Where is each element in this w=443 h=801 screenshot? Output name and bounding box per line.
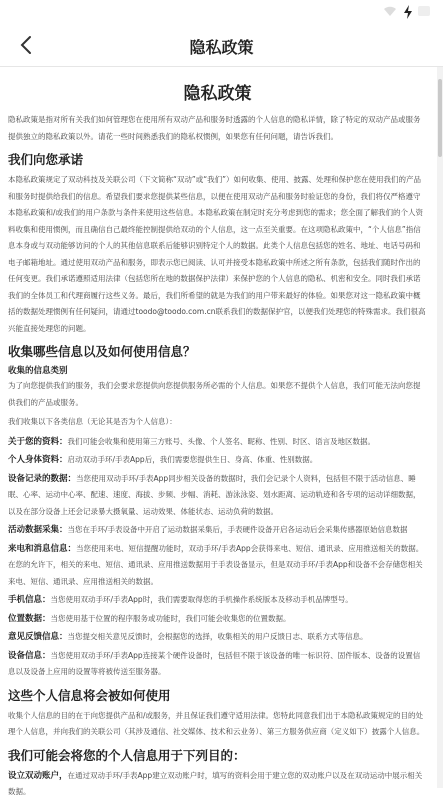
- info-types-intro: 我们收集以下各类信息（无论其是否为个人信息）：: [8, 417, 177, 426]
- status-bar: [0, 0, 443, 26]
- policy-content[interactable]: [0, 67, 435, 796]
- info-item-body: 个人身体资料：启动双动手环/手表App后，我们需要您提供生日、身高、体重、性别数据。: [8, 455, 318, 465]
- page-title: 隐私政策: [189, 38, 254, 57]
- info-item-profile: 关于您的资料：我们可能会收集和使用第三方账号、头像、个人签名、昵称、性别、时区、语言及地区数据。: [8, 436, 376, 447]
- info-item-phone: 手机信息：当您使用双动手环/手表App时，我们需要取得您的手机操作系统版本及移动手机品牌型号。: [8, 595, 353, 605]
- info-item-location: 位置数据：当您使用基于位置的程序服务或功能时，我们可能会收集您的位置数据。: [8, 613, 291, 624]
- info-item-device: 设备信息：当您使用双动手环/手表App连接某个硬件设备时，包括但不限于该设备的唯一标识符、固件版本、设备的设置信息以及设备上应用的设置等将被传送至服务器。: [8, 650, 421, 676]
- info-types-paragraph: 为了向您提供我们的服务，我们会要求您提供向您提供服务所必需的个人信息。如果您不提供个人信息，我们可能无法向您提供我们的产品或服务。: [8, 381, 421, 407]
- info-item-feedback: 意见反馈信息：当您提交相关意见反馈时，会根据您的选择，收集相关的用户反馈日志、联系方式等信息。: [8, 632, 368, 642]
- info-item-device-data: 设备记录的数据：当您使用双动手环/手表App同步相关设备的数据时，我们会记录个人资料，包括但不限于活动信息、睡眠、心率、运动中心率、配速、速度、海拔、步频、步幅、消耗、游泳泳姿、划水距离、运动轨迹和各专项的运动详细数据，以及在部分设备上还会记录暴大摄氧量、运动效果、体能状态、运动负荷的数据。: [8, 473, 421, 516]
- usage-paragraph: 收集个人信息的目的在于向您提供产品和/或服务，并且保证我们遵守适用法律。您特此同意我们出于本隐私政策规定的目的处理个人信息，并向我们的关联公司（其涉及通信、社交媒体、技术和云业务）、第三方服务供应商（定义如下）披露个人信息。: [8, 710, 425, 736]
- heading-commitment: 我们向您承诺: [8, 152, 84, 167]
- commitment-paragraph: 本隐私政策规定了双动科技及关联公司（下文简称“双动”或“我们”）如何收集、使用、披露、处理和保护您在使用我们的产品和服务时提供给我们的信息。希望我们要求您提供某些信息，以便在使用双动产品和服务时验证您的身份，我们将仅严格遵守本隐私政策和/或我们的用户条款与条件来使用这些信息。本隐私政策在制定时充分考虑到您的需求；您全面了解我们的个人资料收集和使用惯例，而且确信自己最终能控制提供给双动的个人信息，这一点至关重要。在这项隐私政策中，“个人信息”指信息本身或与双动能够访问的个人的其他信息联系后能够识别特定个人的数据。此类个人信息包括您的姓名、地址、电话号码和电子邮箱地址。通过使用双动产品和服务，即表示您已阅读、认可并接受本隐私政策中所述之所有条款，包括我们随时作出的任何变更。我们承诺遵照适用法律（包括您所在地的数据保护法律）来保护您的个人信息的隐私、机密和安全。同时我们承诺我们的全体员工和代理商履行这些义务。最后，我们所希望的就是为我们的用户带来最好的体验。如果您对这一隐私政策中概括的数据处理惯例有任何疑问，请通过toodo@toodo.com.cn联系我们的数据保护官，以便我们处理您的特殊需求。我们很高兴能直接处理您的问题。: [8, 175, 426, 333]
- scroll-thumb[interactable]: [438, 79, 442, 157]
- document-title: 隐私政策: [183, 84, 252, 104]
- heading-usage-purposes: 我们可能会将您的个人信息用于下列目的：: [8, 747, 246, 763]
- info-item-activity: 活动数据采集：当您在手环/手表设备中开启了运动数据采集后，手表硬件设备开启各运动后会采集传感器原始信息数据: [8, 525, 408, 535]
- nav-bar: [0, 26, 443, 67]
- usage-item-account: 设立双动账户，在通过双动手环/手表App建立双动账户时，填写的资料会用于建立您的双动账户以及在双动运动中展示相关数据。: [8, 770, 423, 796]
- battery-icon: [417, 5, 433, 20]
- intro-paragraph: 隐私政策是指对所有关我们如何管理您在使用所有双动产品和服务时透露的个人信息的隐私详情，除了特定的双动产品或服务提供独立的隐私政策以外。请花一些时间熟悉我们的隐私权惯例，如果您有任何问题，请告诉我们。: [8, 115, 421, 141]
- wifi-icon: [383, 5, 397, 20]
- heading-usage: 这些个人信息将会被如何使用: [8, 687, 171, 703]
- heading-collect: 收集哪些信息以及如何使用信息？: [8, 344, 196, 359]
- scrollbar[interactable]: [437, 67, 443, 788]
- heading-info-types: 收集的信息类别: [8, 366, 68, 376]
- info-item-calls: 来电和消息信息：当您使用来电、短信提醒功能时，双动手环/手表App会获得来电、短信、通讯录、应用推送相关的数据。在您的允许下，相关的来电、短信、通讯录、应用推送数据用于手表设备显示，但是双动手环/手表App和设备不会存储您相关来电、短信、通讯录、应用推送相关的数据。: [8, 543, 424, 586]
- charging-icon: [403, 5, 413, 22]
